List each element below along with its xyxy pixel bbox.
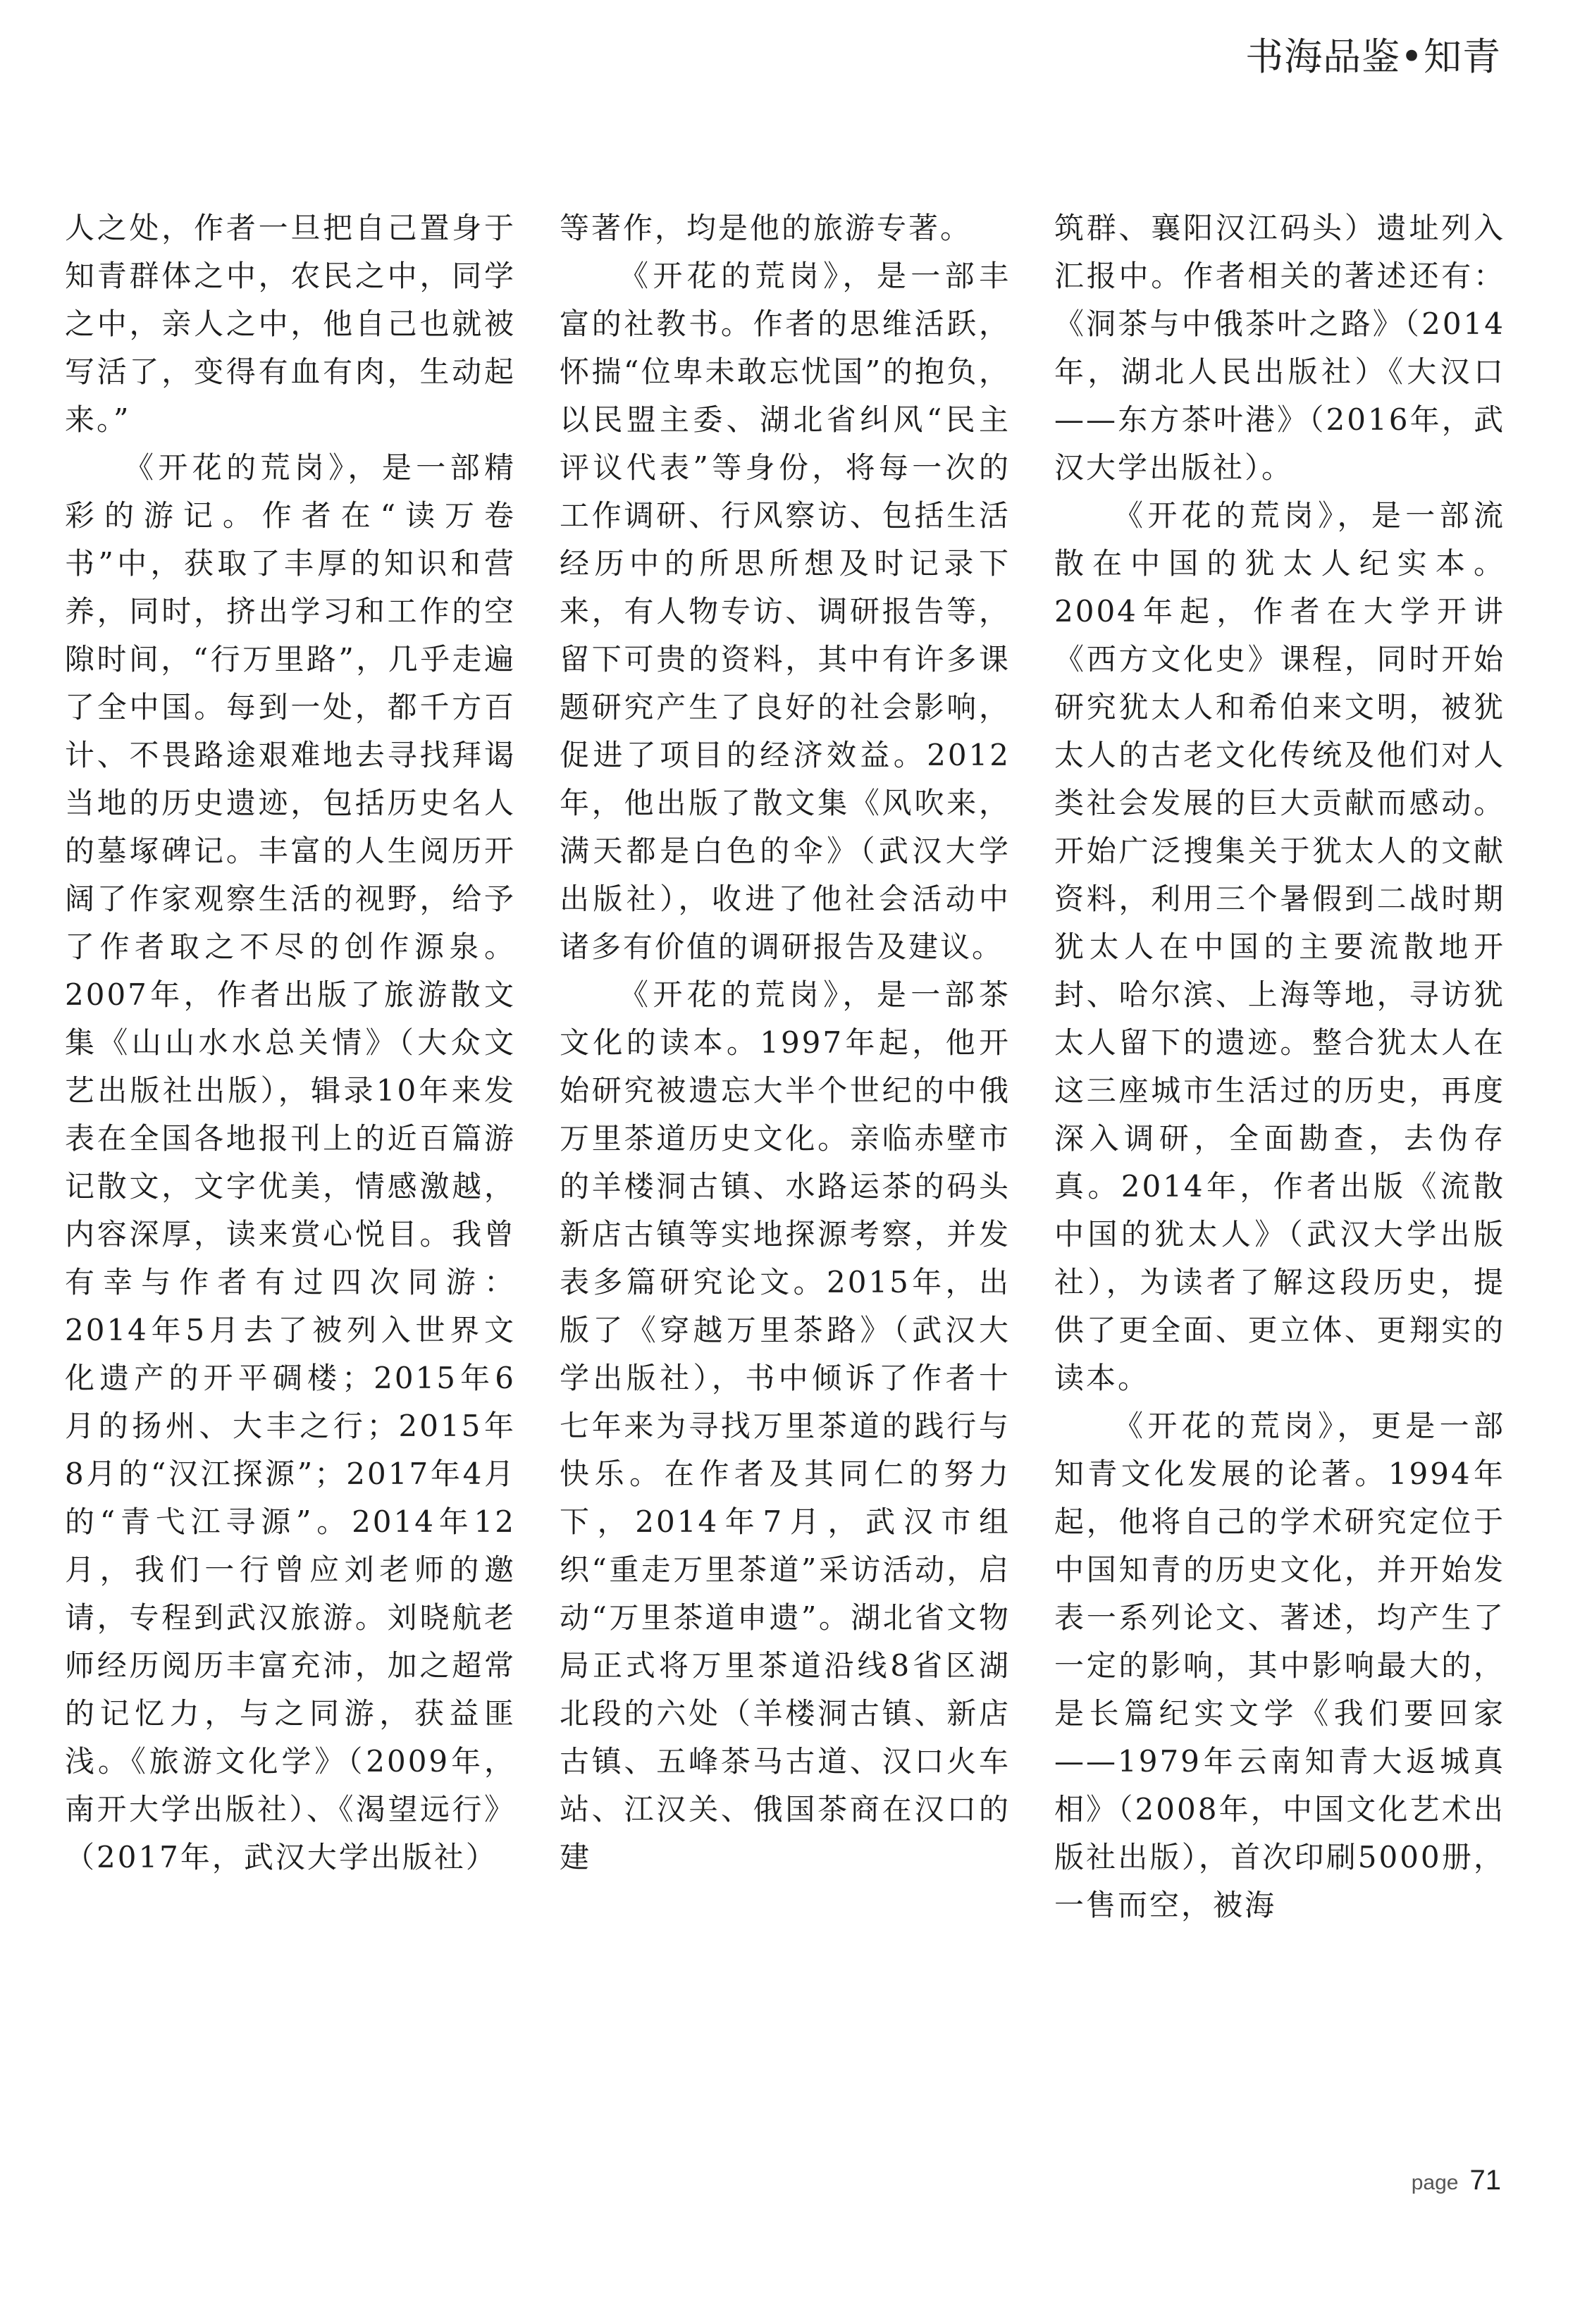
text-column-3 — [1054, 204, 1505, 1929]
text-column-2 — [560, 204, 1011, 1881]
page-label: page — [1411, 2171, 1459, 2194]
section-header: 书海品鉴•知青 — [1245, 35, 1501, 79]
paragraph: 《开花的荒岗》，更是一部知青文化发展的论著。1994年起，他将自己的学术研究定位于中国知青的历史文化，并开始发表一系列论文、著述，均产生了一定的影响，其中影响最大的，是长篇纪实文学《我们要回家——1979年云南知青大返城真相》（2008年，中国文化艺术出版社出版），首次印刷5000册，一售而空，被海 — [1054, 1409, 1505, 1922]
paragraph: 等著作，均是他的旅游专著。 — [560, 211, 973, 245]
paragraph: 《开花的荒岗》，是一部流散在中国的犹太人纪实本。2004年起，作者在大学开讲《西方文化史》课程，同时开始研究犹太人和希伯来文明，被犹太人的古老文化传统及他们对人类社会发展的巨大贡献而感动。开始广泛搜集关于犹太人的文献资料，利用三个暑假到二战时期犹太人在中国的主要流散地开封、哈尔滨、上海等地，寻访犹太人留下的遗迹。整合犹太人在这三座城市生活过的历史，再度深入调研，全面勘查，去伪存真。2014年，作者出版《流散中国的犹太人》（武汉大学出版社），为读者了解这段历史，提供了更全面、更立体、更翔实的读本。 — [1054, 498, 1505, 1395]
text-column-1 — [65, 204, 516, 1881]
paragraph: 《开花的荒岗》，是一部茶文化的读本。1997年起，他开始研究被遗忘大半个世纪的中俄万里茶道历史文化。亲临赤壁市的羊楼洞古镇、水路运茶的码头新店古镇等实地探源考察，并发表多篇研究论文。2015年，出版了《穿越万里茶路》（武汉大学出版社），书中倾诉了作者十七年来为寻找万里茶道的践行与快乐。在作者及其同仁的努力下，2014年7月，武汉市组织“重走万里茶道”采访活动，启动“万里茶道申遗”。湖北省文物局正式将万里茶道沿线8省区湖北段的六处（羊楼洞古镇、新店古镇、五峰茶马古道、汉口火车站、江汉关、俄国茶商在汉口的建 — [560, 977, 1011, 1874]
paragraph: 《开花的荒岗》，是一部丰富的社教书。作者的思维活跃，怀揣“位卑未敢忘忧国”的抱负，以民盟主委、湖北省纠风“民主评议代表”等身份，将每一次的工作调研、行风察访、包括生活经历中的所思所想及时记录下来，有人物专访、调研报告等，留下可贵的资料，其中有许多课题研究产生了良好的社会影响，促进了项目的经济效益。2012年，他出版了散文集《风吹来，满天都是白色的伞》（武汉大学出版社），收进了他社会活动中诸多有价值的调研报告及建议。 — [560, 259, 1011, 964]
paragraph: 人之处，作者一旦把自己置身于知青群体之中，农民之中，同学之中，亲人之中，他自己也就被写活了，变得有血有肉，生动起来。” — [65, 211, 516, 437]
paragraph: 筑群、襄阳汉江码头）遗址列入汇报中。作者相关的著述还有：《洞茶与中俄茶叶之路》（2014年，湖北人民出版社）《大汉口——东方茶叶港》（2016年，武汉大学出版社）。 — [1054, 211, 1505, 485]
page-number: 71 — [1469, 2165, 1501, 2196]
paragraph: 《开花的荒岗》，是一部精彩的游记。作者在“读万卷书”中，获取了丰厚的知识和营养，同时，挤出学习和工作的空隙时间，“行万里路”，几乎走遍了全中国。每到一处，都千方百计、不畏路途艰难地去寻找拜谒当地的历史遗迹，包括历史名人的墓塚碑记。丰富的人生阅历开阔了作家观察生活的视野，给予了作者取之不尽的创作源泉。2007年，作者出版了旅游散文集《山山水水总关情》（大众文艺出版社出版），辑录10年来发表在全国各地报刊上的近百篇游记散文，文字优美，情感激越，内容深厚，读来赏心悦目。我曾有幸与作者有过四次同游：2014年5月去了被列入世界文化遗产的开平碉楼；2015年6月的扬州、大丰之行；2015年8月的“汉江探源”；2017年4月的“青弋江寻源”。2014年12月，我们一行曾应刘老师的邀请，专程到武汉旅游。刘晓航老师经历阅历丰富充沛，加之超常的记忆力，与之同游，获益匪浅。《旅游文化学》（2009年，南开大学出版社）、《渴望远行》（2017年，武汉大学出版社） — [65, 450, 516, 1874]
page-footer — [1412, 2165, 1501, 2196]
